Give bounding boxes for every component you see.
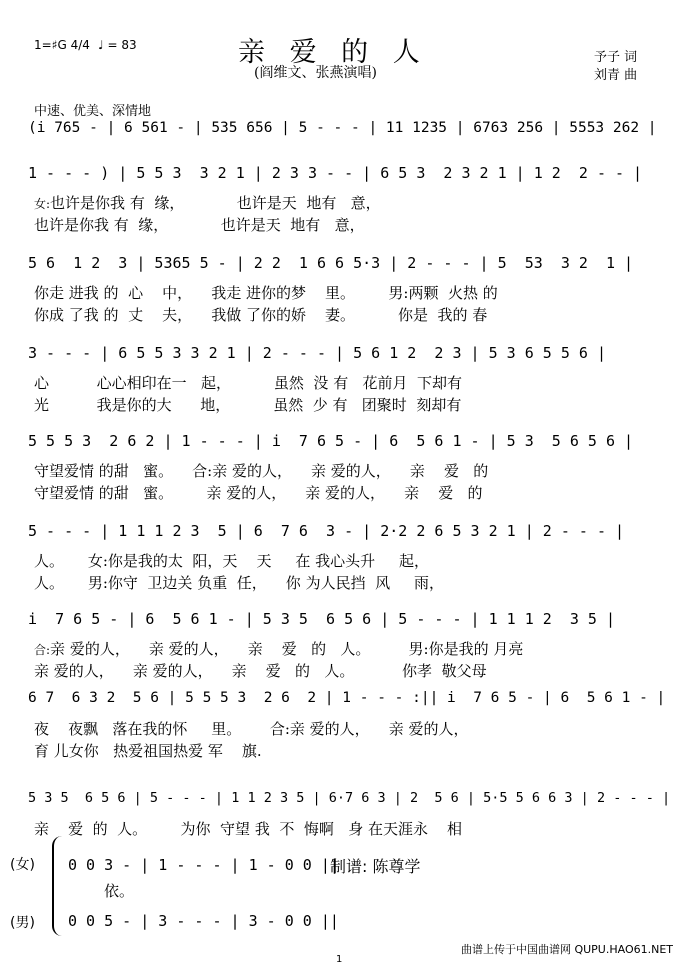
male-part-label: (男) (10, 915, 35, 931)
lyric-text: 亲 爱的人， 亲 爱的人， 亲 爱 的 人。 男:你是我的 月亮 (50, 640, 524, 658)
lyric-line (34, 818, 462, 839)
lyric-text: 育 儿女你 热爱祖国热爱 军 旗. (34, 742, 262, 760)
lyric-line (34, 638, 523, 659)
lyric-line (34, 282, 498, 303)
lyric-line (34, 192, 381, 213)
lyric-line (34, 718, 469, 739)
key-signature: 1=♯G 4/4 (34, 38, 90, 52)
lyric-text: 守望爱情 的甜 蜜。 亲 爱的人， 亲 爱的人， 亲 爱 的 (34, 484, 483, 502)
lyric-text: 光 我是你的大 地， 虽然 少 有 团聚时 刻却有 (34, 396, 462, 414)
male-ending-notes: 0 0 5 - | 3 - - - | 3 - 0 0 || (68, 912, 339, 930)
notation-row: 5 3 5 6 5 6 | 5 - - - | 1 1 2 3 5 | 6·7 6 3 | 2 5 6 | 5·5 5 6 6 3 | 2 - - - | (28, 790, 671, 806)
lyric-text: 夜 夜飘 落在我的怀 里。 合:亲 爱的人， 亲 爱的人， (34, 720, 469, 738)
lyric-line (34, 660, 487, 681)
lyric-line (34, 482, 483, 503)
notation-row: (i 765 - | 6 561 - | 535 656 | 5 - - - | 11 1235 | 6763 256 | 5553 262 | (28, 120, 657, 136)
lyric-text: 守望爱情 的甜 蜜。 合:亲 爱的人， 亲 爱的人， 亲 爱 的 (34, 462, 489, 480)
site-footer: 曲谱上传于中国曲谱网 QUPU.HAO61.NET (460, 943, 673, 956)
system-brace (52, 836, 64, 936)
notation-row: 6 7 6 3 2 5 6 | 5 5 5 3 2 6 2 | 1 - - - :|| i 7 6 5 - | 6 5 6 1 - | (28, 690, 666, 706)
lyric-line (34, 460, 488, 481)
lyric-text: 也许是你我 有 缘， 也许是天 地有 意， (50, 194, 381, 212)
notation-row: 3 - - - | 6 5 5 3 3 2 1 | 2 - - - | 5 6 1 2 2 3 | 5 3 6 5 5 6 | (28, 344, 606, 362)
arranger-credit: 制谱: 陈尊学 (330, 857, 421, 876)
notation-row: 5 5 5 3 2 6 2 | 1 - - - | i 7 6 5 - | 6 5 6 1 - | 5 3 5 6 5 6 | (28, 432, 634, 450)
female-ending-lyric: 依。 (104, 882, 135, 900)
lyricist-credit: 予子 词 (594, 50, 638, 65)
lyric-line (34, 550, 429, 571)
female-ending-notes: 0 0 3 - | 1 - - - | 1 - 0 0 || (68, 856, 339, 874)
voice-label: 女: (34, 197, 51, 211)
notation-row: 5 - - - | 1 1 1 2 3 5 | 6 7 6 3 - | 2·2 2 6 5 3 2 1 | 2 - - - | (28, 522, 625, 540)
lyric-line (34, 740, 262, 761)
lyric-text: 亲 爱 的 人。 为你 守望 我 不 悔啊 身 在天涯永 相 (34, 820, 463, 838)
lyric-text: 人。 女:你是我的太 阳，天 天 在 我心头升 起， (34, 552, 429, 570)
lyric-text: 亲 爱的人， 亲 爱的人， 亲 爱 的 人。 你孝 敬父母 (34, 662, 487, 680)
voice-label: 合: (34, 643, 51, 657)
notation-row: i 7 6 5 - | 6 5 6 1 - | 5 3 5 6 5 6 | 5 - - - | 1 1 1 2 3 5 | (28, 610, 615, 628)
expression-marking: 中速、优美、深情地 (34, 104, 152, 119)
tempo-marking: ♩ = 83 (98, 38, 137, 52)
notation-row: 1 - - - ) | 5 5 3 3 2 1 | 2 3 3 - - | 6 5 3 2 3 2 1 | 1 2 2 - - | (28, 164, 643, 182)
composer-credit: 刘青 曲 (594, 68, 638, 83)
lyric-text: 心 心心相印在一 起， 虽然 没 有 花前月 下却有 (34, 374, 463, 392)
page-number: 1 (336, 954, 343, 965)
lyric-line (34, 394, 461, 415)
female-part-label: (女) (10, 857, 35, 873)
lyric-text: 人。 男:你守 卫边关 负重 任， 你 为人民挡 风 雨， (34, 574, 444, 592)
lyric-text: 也许是你我 有 缘， 也许是天 地有 意， (34, 216, 365, 234)
song-subtitle: (阎维文、张燕演唱) (254, 65, 377, 81)
song-title: 亲 爱 的 人 (238, 37, 428, 68)
lyric-line (34, 214, 365, 235)
lyric-line (34, 304, 487, 325)
notation-row: 5 6 1 2 3 | 5365 5 - | 2 2 1 6 6 5·3 | 2 - - - | 5 53 3 2 1 | (28, 254, 634, 272)
lyric-line (34, 372, 462, 393)
lyric-line (34, 572, 444, 593)
lyric-text: 你成 了我 的 丈 夫， 我做 了你的娇 妻。 你是 我的 春 (34, 306, 488, 324)
lyric-text: 你走 进我 的 心 中， 我走 进你的梦 里。 男:两颗 火热 的 (34, 284, 498, 302)
